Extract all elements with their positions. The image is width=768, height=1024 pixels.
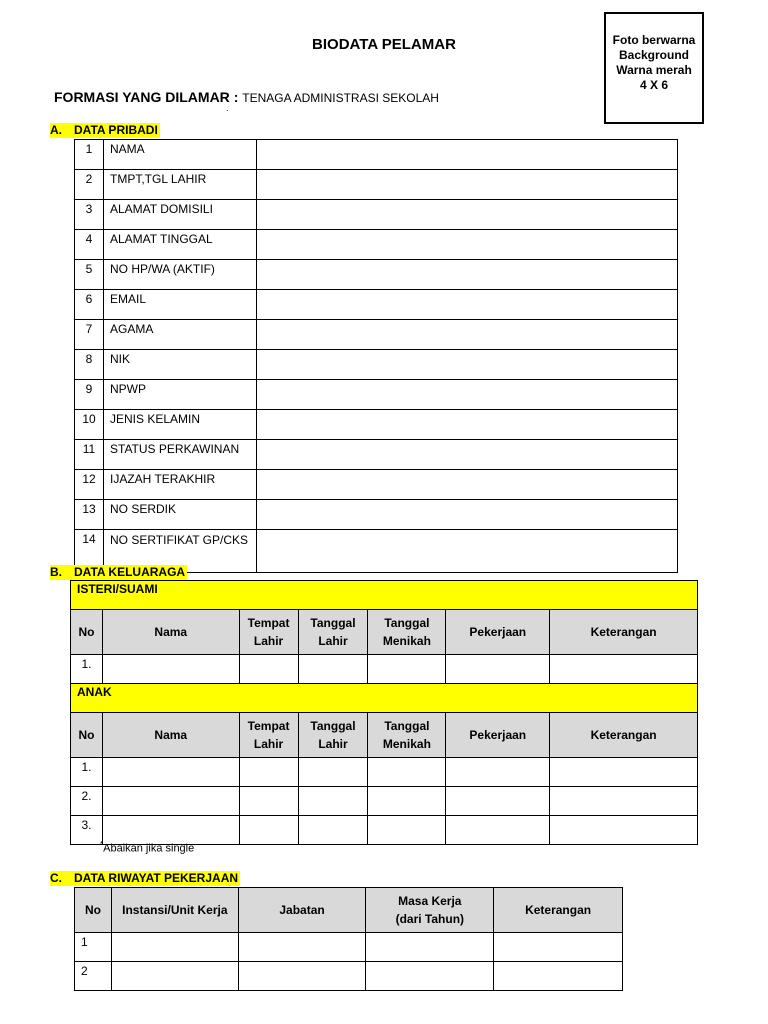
column-header: Tempat Lahir [239,610,298,655]
column-header: Nama [102,713,239,758]
section-a-letter: A. [50,123,62,137]
field-input[interactable] [257,170,678,200]
field-input[interactable] [238,962,366,991]
section-c-heading [50,871,240,886]
field-input[interactable] [239,758,298,787]
column-header: Keterangan [550,713,698,758]
column-header: Tanggal Lahir [298,610,368,655]
spouse-header-row [71,610,698,655]
column-header: Pekerjaan [446,713,550,758]
field-input[interactable] [550,787,698,816]
table-row [75,140,678,170]
field-label: TMPT,TGL LAHIR [104,170,257,200]
work-header-row [75,888,623,933]
table-row [75,290,678,320]
row-number: 1. [71,758,103,787]
table-row [75,260,678,290]
photo-note-line-2: Background [618,48,689,62]
field-label: NO SERDIK [104,500,257,530]
photo-note-line-3: Warna merah [616,63,692,77]
field-input[interactable] [257,230,678,260]
table-row [75,200,678,230]
field-input[interactable] [368,787,446,816]
table-row [71,787,698,816]
row-number: 3. [71,816,103,845]
field-input[interactable] [111,962,238,991]
field-input[interactable] [368,816,446,845]
work-history-table [74,887,623,991]
field-input[interactable] [550,758,698,787]
table-row [75,170,678,200]
field-label: IJAZAH TERAKHIR [104,470,257,500]
field-input[interactable] [298,787,368,816]
child-section-row-label: ANAK [71,684,698,713]
table-row [75,933,623,962]
table-row [75,410,678,440]
note-text: Abaikan jika single [103,842,195,855]
formasi-line [54,89,439,105]
column-header: Nama [102,610,239,655]
field-input[interactable] [257,530,678,573]
field-input[interactable] [298,655,368,684]
field-input[interactable] [238,933,366,962]
field-input[interactable] [368,758,446,787]
row-number: 2 [75,962,112,991]
table-row [75,962,623,991]
field-input[interactable] [257,500,678,530]
table-row [75,500,678,530]
row-number: 1 [75,140,104,170]
field-input[interactable] [257,140,678,170]
field-input[interactable] [446,758,550,787]
field-label: AGAMA [104,320,257,350]
column-header: No [71,713,103,758]
field-label: STATUS PERKAWINAN [104,440,257,470]
photo-note-line-1: Foto berwarna [612,33,696,47]
spouse-section-row-label: ISTERI/SUAMI [71,581,698,610]
field-input[interactable] [298,758,368,787]
column-header: Instansi/Unit Kerja [111,888,238,933]
row-number: 1. [71,655,103,684]
formasi-value: TENAGA ADMINISTRASI SEKOLAH [242,91,439,105]
table-row [75,320,678,350]
personal-data-table [74,139,678,573]
field-input[interactable] [446,655,550,684]
field-label: NAMA [104,140,257,170]
section-a-title: DATA PRIBADI [74,123,158,137]
field-input[interactable] [257,260,678,290]
row-number: 2. [71,787,103,816]
field-input[interactable] [366,962,494,991]
column-header: Masa Kerja (dari Tahun) [366,888,494,933]
section-b-heading [50,565,187,580]
page-title: BIODATA PELAMAR [312,36,456,53]
row-number: 11 [75,440,104,470]
spouse-section-row [71,581,698,610]
field-input[interactable] [257,320,678,350]
field-label: ALAMAT DOMISILI [104,200,257,230]
column-header: No [75,888,112,933]
photo-note-line-4: 4 X 6 [639,78,669,92]
column-header: Tempat Lahir [239,713,298,758]
section-b-title: DATA KELUARAGA [74,565,186,579]
table-row [71,655,698,684]
field-input[interactable] [446,787,550,816]
field-input[interactable] [366,933,494,962]
table-row [75,350,678,380]
section-c-title: DATA RIWAYAT PEKERJAAN [74,871,239,885]
field-input[interactable] [239,787,298,816]
table-row [75,380,678,410]
row-number: 10 [75,410,104,440]
field-label: NO SERTIFIKAT GP/CKS [104,530,257,573]
field-input[interactable] [102,787,239,816]
table-row [75,440,678,470]
column-header: No [71,610,103,655]
table-row [71,758,698,787]
row-number: 7 [75,320,104,350]
field-input[interactable] [550,655,698,684]
child-section-row [71,684,698,713]
column-header: Keterangan [550,610,698,655]
row-number: 9 [75,380,104,410]
column-header: Pekerjaan [446,610,550,655]
row-number: 6 [75,290,104,320]
table-row [75,230,678,260]
field-input[interactable] [446,816,550,845]
formasi-dot: . [226,103,229,113]
row-number: 2 [75,170,104,200]
single-note [100,840,194,855]
table-row [75,470,678,500]
field-input[interactable] [257,350,678,380]
formasi-label: FORMASI YANG DILAMAR [54,89,230,105]
field-input[interactable] [102,655,239,684]
field-input[interactable] [257,200,678,230]
row-number: 12 [75,470,104,500]
note-asterisk: * [100,840,104,849]
field-input[interactable] [257,410,678,440]
field-input[interactable] [239,655,298,684]
row-number: 8 [75,350,104,380]
row-number: 1 [75,933,112,962]
family-data-table [70,580,698,845]
field-input[interactable] [239,816,298,845]
field-input[interactable] [257,470,678,500]
column-header: Keterangan [494,888,623,933]
field-input[interactable] [298,816,368,845]
field-input[interactable] [494,962,623,991]
row-number: 4 [75,230,104,260]
column-header: Tanggal Lahir [298,713,368,758]
photo-placeholder [604,12,704,124]
row-number: 13 [75,500,104,530]
column-header: Tanggal Menikah [368,713,446,758]
section-b-letter: B. [50,565,62,579]
field-input[interactable] [257,380,678,410]
field-input[interactable] [550,816,698,845]
field-label: NO HP/WA (AKTIF) [104,260,257,290]
field-label: NPWP [104,380,257,410]
column-header: Tanggal Menikah [368,610,446,655]
row-number: 5 [75,260,104,290]
row-number: 14 [75,530,104,573]
field-input[interactable] [111,933,238,962]
field-label: JENIS KELAMIN [104,410,257,440]
field-input[interactable] [368,655,446,684]
formasi-separator: : [233,89,239,105]
field-input[interactable] [257,440,678,470]
field-label: NIK [104,350,257,380]
field-input[interactable] [102,758,239,787]
row-number: 3 [75,200,104,230]
field-input[interactable] [494,933,623,962]
field-input[interactable] [257,290,678,320]
field-label: EMAIL [104,290,257,320]
section-a-heading [50,123,160,138]
child-header-row [71,713,698,758]
column-header: Jabatan [238,888,366,933]
section-c-letter: C. [50,871,62,885]
field-label: ALAMAT TINGGAL [104,230,257,260]
